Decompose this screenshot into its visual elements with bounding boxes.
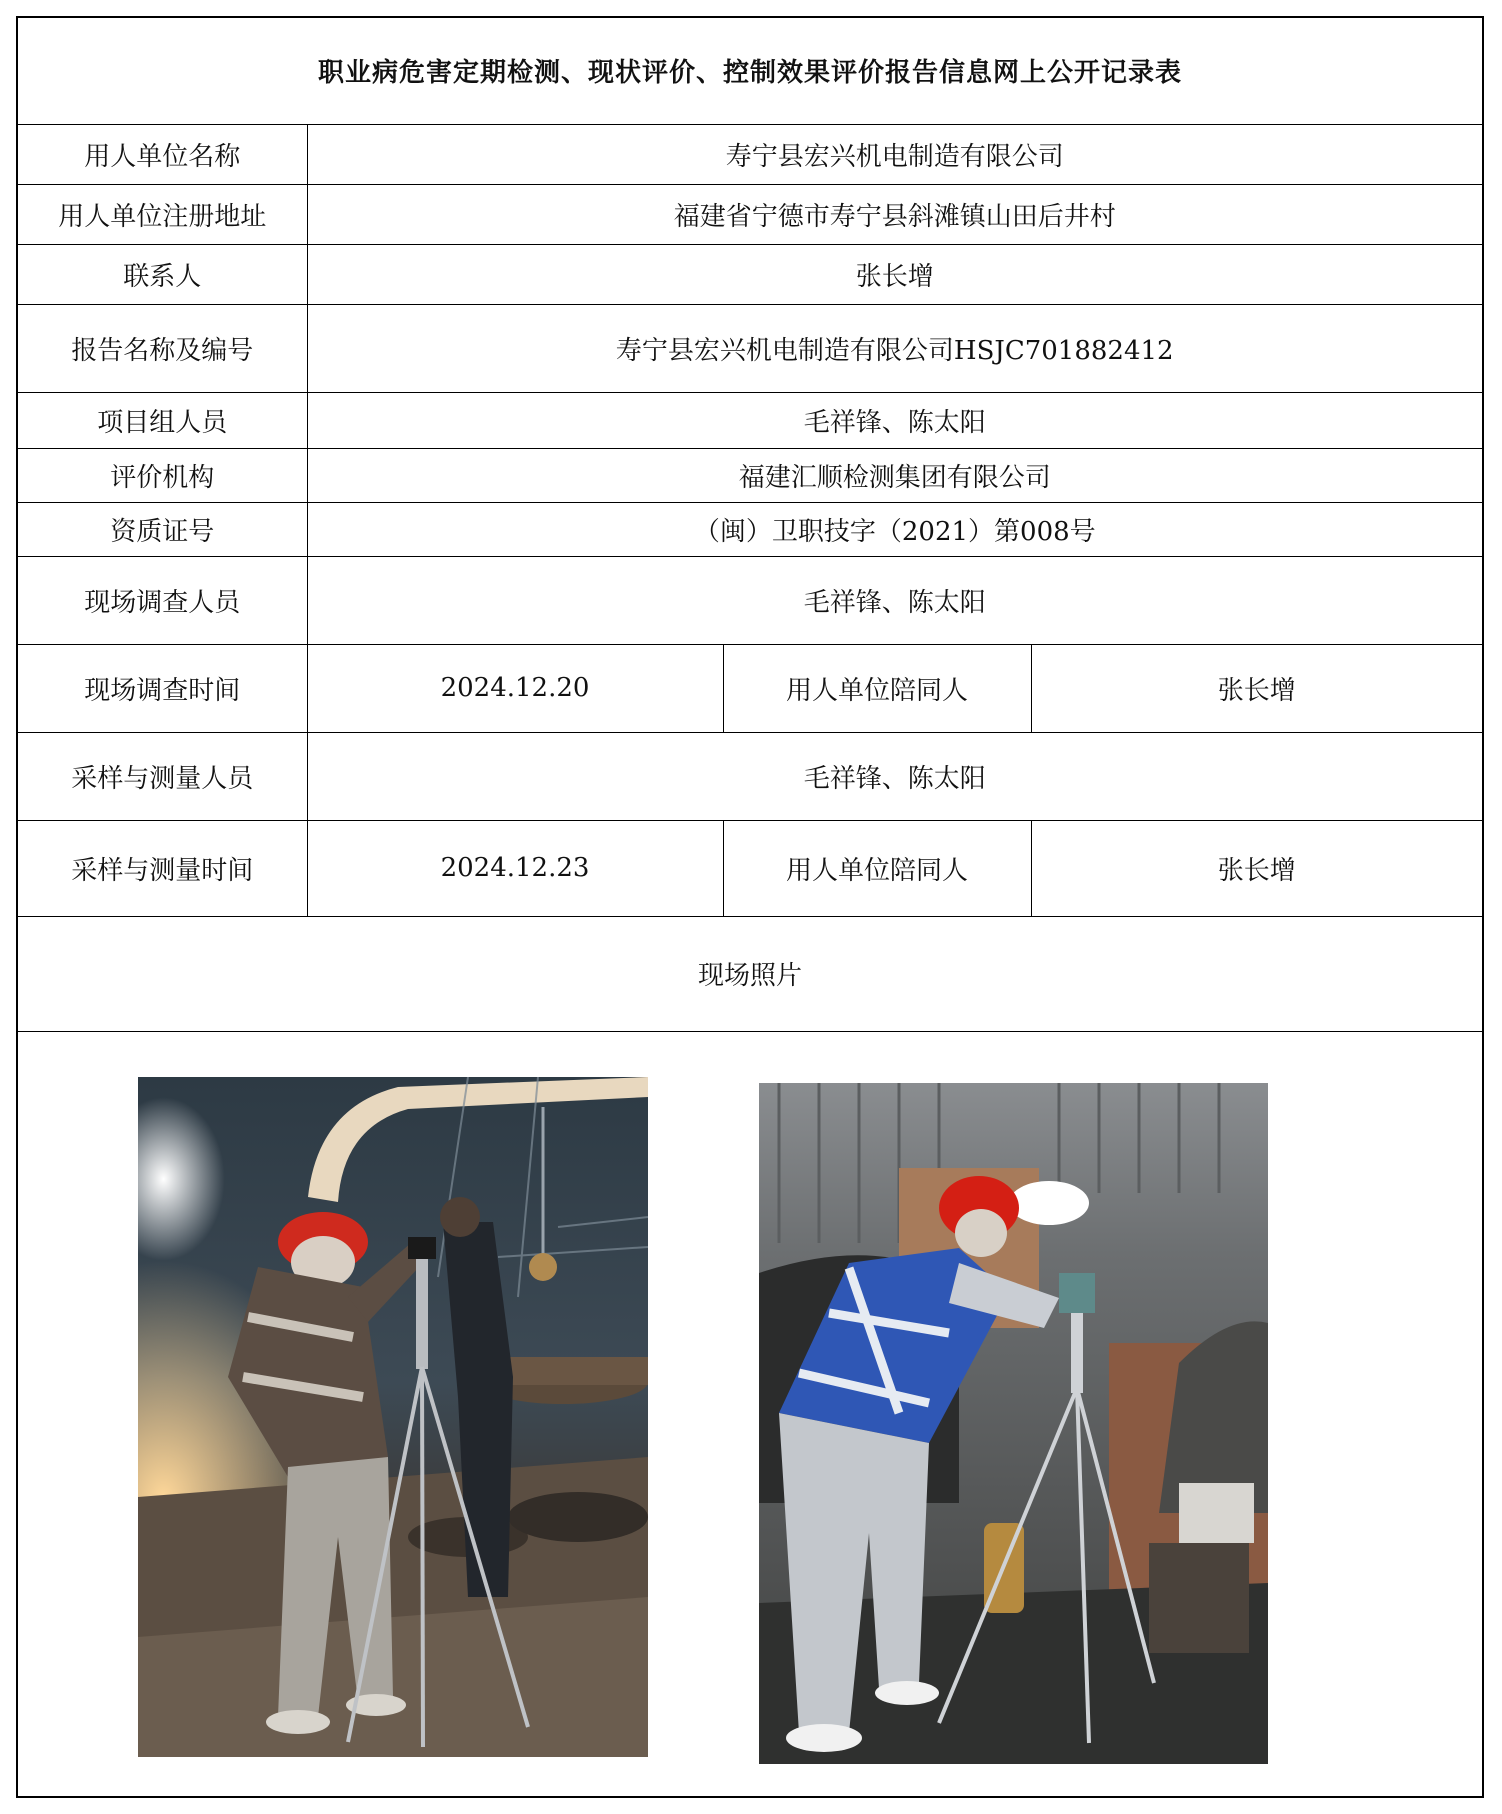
report-value: 寿宁县宏兴机电制造有限公司HSJC701882412 [307, 304, 1482, 392]
survey-staff-label: 现场调查人员 [18, 556, 307, 644]
site-photo-1 [138, 1077, 648, 1757]
photos-section [18, 1047, 1482, 1796]
qualification-label: 资质证号 [18, 502, 307, 556]
survey-time-value: 2024.12.20 [307, 644, 723, 732]
contact-value: 张长增 [307, 244, 1482, 304]
agency-value: 福建汇顺检测集团有限公司 [307, 448, 1482, 502]
qualification-value: （闽）卫职技字（2021）第008号 [307, 502, 1482, 556]
survey-companion-value: 张长增 [1031, 644, 1482, 732]
record-sheet [16, 16, 1484, 1798]
sampling-time-value: 2024.12.23 [307, 820, 723, 916]
report-label: 报告名称及编号 [18, 304, 307, 392]
sampling-time-label: 采样与测量时间 [18, 820, 307, 916]
agency-label: 评价机构 [18, 448, 307, 502]
survey-staff-value: 毛祥锋、陈太阳 [307, 556, 1482, 644]
survey-time-label: 现场调查时间 [18, 644, 307, 732]
survey-companion-label: 用人单位陪同人 [723, 644, 1031, 732]
sampling-companion-value: 张长增 [1031, 820, 1482, 916]
page-title: 职业病危害定期检测、现状评价、控制效果评价报告信息网上公开记录表 [18, 18, 1482, 124]
photos-heading: 现场照片 [18, 916, 1482, 1031]
project-team-value: 毛祥锋、陈太阳 [307, 392, 1482, 448]
site-photo-2 [759, 1083, 1268, 1764]
sampling-staff-value: 毛祥锋、陈太阳 [307, 732, 1482, 820]
project-team-label: 项目组人员 [18, 392, 307, 448]
sampling-companion-label: 用人单位陪同人 [723, 820, 1031, 916]
contact-label: 联系人 [18, 244, 307, 304]
employer-address-label: 用人单位注册地址 [18, 184, 307, 244]
sampling-staff-label: 采样与测量人员 [18, 732, 307, 820]
employer-name-label: 用人单位名称 [18, 124, 307, 184]
employer-address-value: 福建省宁德市寿宁县斜滩镇山田后井村 [307, 184, 1482, 244]
record-table [18, 18, 1482, 1032]
employer-name-value: 寿宁县宏兴机电制造有限公司 [307, 124, 1482, 184]
